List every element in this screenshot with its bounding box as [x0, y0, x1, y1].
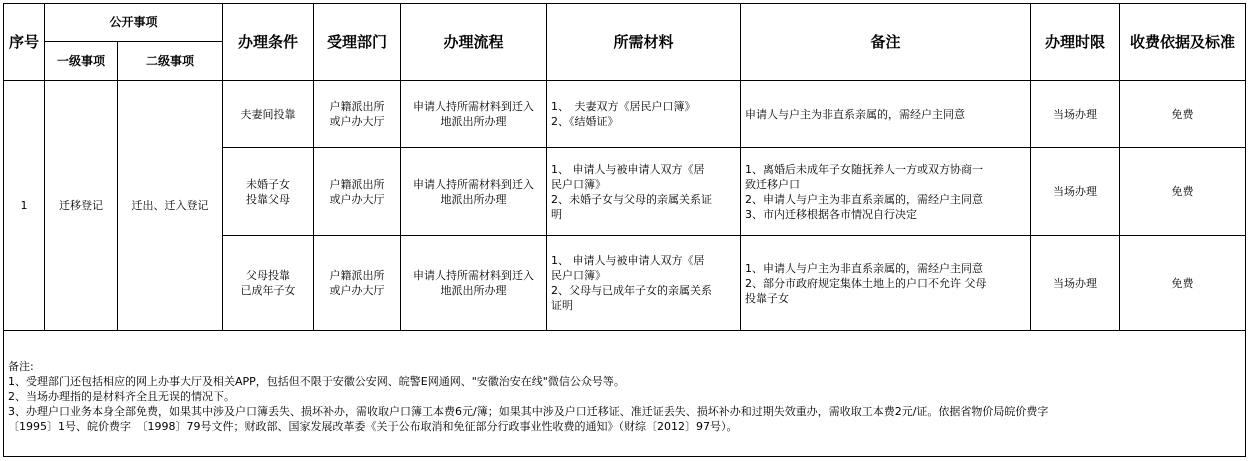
process-cell: 申请人持所需材料到迁入 地派出所办理	[401, 236, 547, 331]
fee-cell: 免费	[1120, 148, 1246, 236]
remarks-cell: 1、离婚后未成年子女随抚养人一方或双方协商一 致迁移户口 2、申请人与户主为非直系亲属的，需经户主同意 3、市内迁移根据各市情况自行决定	[741, 148, 1031, 236]
materials-cell: 1、 夫妻双方《居民户口簿》 2、《结婚证》	[547, 81, 741, 148]
materials-cell: 1、 申请人与被申请人双方《居 民户口簿》 2、父母与已成年子女的亲属关系 证明	[547, 236, 741, 331]
note-item: 〔1995〕1号、皖价费字 〔1998〕79号文件；财政部、国家发展改革委《关于公布取消和免征部分行政事业性收费的通知》（财综〔2012〕97号）。	[8, 420, 738, 433]
time-limit-cell: 当场办理	[1031, 236, 1120, 331]
process-cell: 申请人持所需材料到迁入 地派出所办理	[401, 148, 547, 236]
header-level2: 二级事项	[118, 42, 223, 81]
remarks-cell: 1、申请人与户主为非直系亲属的，需经户主同意 2、部分市政府规定集体土地上的户口不允许 父母 投靠子女	[741, 236, 1031, 331]
condition-cell: 父母投靠 已成年子女	[223, 236, 314, 331]
remarks-cell: 申请人与户主为非直系亲属的，需经户主同意	[741, 81, 1031, 148]
note-item: 2、当场办理指的是材料齐全且无误的情况下。	[8, 390, 235, 403]
note-item: 3、办理户口业务本身全部免费，如果其中涉及户口簿丢失、损坏补办，需收取户口簿工本费6元/簿；如果其中涉及户口迁移证、准迁证丢失、损坏补办和过期失效重办，需收取工本费2元/证。依据省物价局皖价费字	[8, 405, 1049, 418]
note-item: 1、受理部门还包括相应的网上办事大厅及相关APP，包括但不限于安徽公安网、皖警E网通网、"安徽治安在线"微信公众号等。	[8, 375, 625, 388]
condition-cell: 未婚子女 投靠父母	[223, 148, 314, 236]
fee-cell: 免费	[1120, 81, 1246, 148]
header-remarks: 备注	[741, 4, 1031, 81]
materials-cell: 1、 申请人与被申请人双方《居 民户口簿》 2、未婚子女与父母的亲属关系证 明	[547, 148, 741, 236]
department-cell: 户籍派出所 或户办大厅	[314, 148, 401, 236]
table-row	[4, 81, 1246, 148]
header-conditions: 办理条件	[223, 4, 314, 81]
seq-cell: 1	[4, 81, 45, 331]
header-seq: 序号	[4, 4, 45, 81]
header-process: 办理流程	[401, 4, 547, 81]
level2-cell: 迁出、迁入登记	[118, 81, 223, 331]
time-limit-cell: 当场办理	[1031, 81, 1120, 148]
department-cell: 户籍派出所 或户办大厅	[314, 81, 401, 148]
level1-cell: 迁移登记	[45, 81, 118, 331]
notes-title: 备注:	[8, 360, 34, 373]
header-department: 受理部门	[314, 4, 401, 81]
department-cell: 户籍派出所 或户办大厅	[314, 236, 401, 331]
header-time-limit: 办理时限	[1031, 4, 1120, 81]
header-public-items: 公开事项	[45, 4, 223, 42]
condition-cell: 夫妻间投靠	[223, 81, 314, 148]
service-table	[3, 3, 1246, 457]
fee-cell: 免费	[1120, 236, 1246, 331]
process-cell: 申请人持所需材料到迁入 地派出所办理	[401, 81, 547, 148]
notes-section	[4, 331, 1246, 457]
time-limit-cell: 当场办理	[1031, 148, 1120, 236]
header-fee-basis: 收费依据及标准	[1120, 4, 1246, 81]
header-materials: 所需材料	[547, 4, 741, 81]
header-level1: 一级事项	[45, 42, 118, 81]
